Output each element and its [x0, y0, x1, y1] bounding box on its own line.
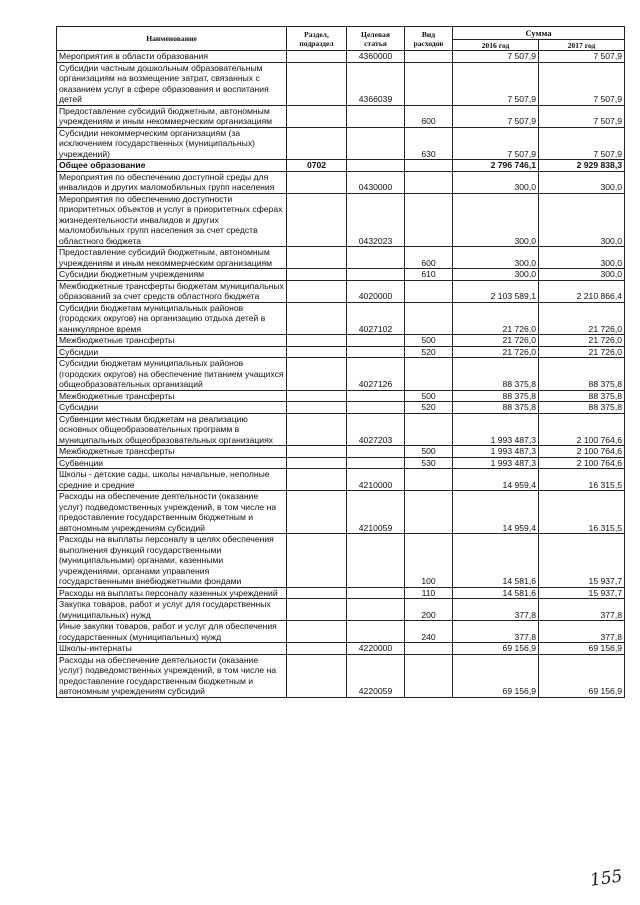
cell-target: 4020000 [347, 280, 405, 302]
cell-type: 520 [405, 346, 453, 358]
cell-target: 4027126 [347, 358, 405, 391]
cell-target: 0432023 [347, 193, 405, 247]
cell-section [287, 193, 347, 247]
cell-name: Субвенции [57, 457, 287, 469]
cell-2016: 2 796 746,1 [453, 160, 539, 172]
table-row [57, 62, 625, 105]
cell-section [287, 127, 347, 160]
cell-2016: 7 507,9 [453, 51, 539, 63]
cell-2017: 2 100 764,6 [539, 457, 625, 469]
cell-section [287, 302, 347, 335]
cell-2017: 88 375,8 [539, 402, 625, 414]
cell-2016: 1 993 487,3 [453, 446, 539, 458]
cell-name: Предоставление субсидий бюджетным, автономным учреждениям и иным некоммерческим организациям [57, 247, 287, 269]
cell-type [405, 643, 453, 655]
cell-2016: 88 375,8 [453, 358, 539, 391]
cell-name: Субсидии бюджетным учреждениям [57, 269, 287, 281]
cell-type [405, 62, 453, 105]
cell-type: 610 [405, 269, 453, 281]
cell-type [405, 280, 453, 302]
cell-2017: 15 937,7 [539, 587, 625, 599]
cell-target: 4220000 [347, 643, 405, 655]
cell-target [347, 534, 405, 588]
cell-2017: 7 507,9 [539, 105, 625, 127]
cell-target: 4027102 [347, 302, 405, 335]
cell-2017: 300,0 [539, 269, 625, 281]
table-row [57, 654, 625, 697]
cell-type [405, 302, 453, 335]
header-sum: Сумма [453, 27, 625, 40]
cell-name: Закупка товаров, работ и услуг для государственных (муниципальных) нужд [57, 599, 287, 621]
cell-target [347, 335, 405, 347]
header-type: Вид расходов [405, 27, 453, 51]
cell-name: Общее образование [57, 160, 287, 172]
cell-name: Школы - детские сады, школы начальные, неполные средние и средние [57, 469, 287, 491]
table-row [57, 358, 625, 391]
cell-2017: 16 315,5 [539, 491, 625, 534]
cell-2016: 21 726,0 [453, 346, 539, 358]
cell-2016: 2 103 589,1 [453, 280, 539, 302]
cell-name: Расходы на выплаты персоналу в целях обеспечения выполнения функций государственными (муниципальными) органами, казенными учреждениями, органами управления государственными внебюджетными фондами [57, 534, 287, 588]
cell-name: Субсидии бюджетам муниципальных районов (городских округов) на обеспечение питанием учащихся общеобразовательных организаций [57, 358, 287, 391]
cell-section [287, 491, 347, 534]
cell-type: 200 [405, 599, 453, 621]
cell-2016: 300,0 [453, 193, 539, 247]
header-year-2017: 2017 год [539, 40, 625, 51]
cell-section [287, 654, 347, 697]
cell-name: Межбюджетные трансферты [57, 446, 287, 458]
cell-section [287, 534, 347, 588]
cell-2016: 69 156,9 [453, 643, 539, 655]
cell-type: 500 [405, 335, 453, 347]
cell-2017: 2 100 764,6 [539, 413, 625, 446]
cell-2016: 88 375,8 [453, 390, 539, 402]
cell-section [287, 280, 347, 302]
cell-2016: 88 375,8 [453, 402, 539, 414]
header-section: Раздел, подраздел [287, 27, 347, 51]
cell-type: 500 [405, 390, 453, 402]
cell-type: 630 [405, 127, 453, 160]
table-row [57, 269, 625, 281]
cell-target [347, 587, 405, 599]
cell-type [405, 358, 453, 391]
cell-section [287, 358, 347, 391]
cell-target [347, 269, 405, 281]
cell-target [347, 446, 405, 458]
cell-2016: 7 507,9 [453, 127, 539, 160]
cell-section [287, 171, 347, 193]
cell-2016: 14 581,6 [453, 534, 539, 588]
cell-target [347, 457, 405, 469]
cell-2017: 2 100 764,6 [539, 446, 625, 458]
cell-target: 4366039 [347, 62, 405, 105]
cell-name: Школы-интернаты [57, 643, 287, 655]
cell-type [405, 51, 453, 63]
cell-2016: 14 959,4 [453, 469, 539, 491]
table-row [57, 534, 625, 588]
cell-2017: 2 929 838,3 [539, 160, 625, 172]
cell-section [287, 390, 347, 402]
cell-2017: 88 375,8 [539, 358, 625, 391]
cell-2017: 69 156,9 [539, 643, 625, 655]
cell-section [287, 599, 347, 621]
table-row [57, 105, 625, 127]
cell-section [287, 587, 347, 599]
cell-target [347, 402, 405, 414]
cell-name: Расходы на обеспечение деятельности (оказание услуг) подведомственных учреждений, в том числе на предоставление государственным бюджетным и автономным учреждениям субсидий [57, 491, 287, 534]
cell-type [405, 469, 453, 491]
cell-name: Иные закупки товаров, работ и услуг для обеспечения государственных (муниципальных) нужд [57, 621, 287, 643]
cell-2017: 21 726,0 [539, 335, 625, 347]
cell-2016: 300,0 [453, 171, 539, 193]
cell-type: 240 [405, 621, 453, 643]
cell-section: 0702 [287, 160, 347, 172]
table-row [57, 491, 625, 534]
cell-section [287, 621, 347, 643]
table-row [57, 127, 625, 160]
table-row [57, 446, 625, 458]
cell-name: Межбюджетные трансферты бюджетам муниципальных образований за счет средств областного бюджета [57, 280, 287, 302]
cell-target: 4210000 [347, 469, 405, 491]
cell-2017: 16 315,5 [539, 469, 625, 491]
cell-target: 4220059 [347, 654, 405, 697]
cell-2017: 300,0 [539, 193, 625, 247]
table-row [57, 402, 625, 414]
cell-target [347, 599, 405, 621]
table-row [57, 302, 625, 335]
cell-type: 500 [405, 446, 453, 458]
cell-name: Субвенции местным бюджетам на реализацию основных общеобразовательных программ в муниципальных общеобразовательных организациях [57, 413, 287, 446]
cell-section [287, 457, 347, 469]
cell-name: Субсидии [57, 402, 287, 414]
cell-2017: 69 156,9 [539, 654, 625, 697]
table-row [57, 390, 625, 402]
header-name: Наименование [57, 27, 287, 51]
budget-table [56, 26, 625, 698]
cell-2016: 7 507,9 [453, 62, 539, 105]
cell-target: 4360000 [347, 51, 405, 63]
cell-section [287, 105, 347, 127]
cell-name: Субсидии некоммерческим организациям (за исключением государственных (муниципальных) учреждений) [57, 127, 287, 160]
cell-2017: 88 375,8 [539, 390, 625, 402]
header-year-2016: 2016 год [453, 40, 539, 51]
cell-type [405, 491, 453, 534]
cell-type [405, 193, 453, 247]
cell-type: 600 [405, 247, 453, 269]
table-row [57, 193, 625, 247]
cell-2017: 7 507,9 [539, 127, 625, 160]
cell-2016: 69 156,9 [453, 654, 539, 697]
cell-2016: 21 726,0 [453, 335, 539, 347]
cell-target [347, 621, 405, 643]
cell-type: 530 [405, 457, 453, 469]
cell-name: Расходы на выплаты персоналу казенных учреждений [57, 587, 287, 599]
table-row [57, 160, 625, 172]
cell-name: Мероприятия по обеспечению доступной среды для инвалидов и других маломобильных групп населения [57, 171, 287, 193]
cell-type [405, 171, 453, 193]
cell-2017: 21 726,0 [539, 346, 625, 358]
table-row [57, 413, 625, 446]
cell-2017: 7 507,9 [539, 62, 625, 105]
table-row [57, 621, 625, 643]
cell-target [347, 105, 405, 127]
cell-2017: 377,8 [539, 599, 625, 621]
cell-section [287, 51, 347, 63]
cell-name: Межбюджетные трансферты [57, 335, 287, 347]
cell-type [405, 160, 453, 172]
cell-2016: 300,0 [453, 247, 539, 269]
cell-target [347, 160, 405, 172]
cell-section [287, 269, 347, 281]
cell-type: 600 [405, 105, 453, 127]
cell-target: 0430000 [347, 171, 405, 193]
cell-2016: 377,8 [453, 621, 539, 643]
cell-name: Субсидии [57, 346, 287, 358]
cell-section [287, 402, 347, 414]
cell-section [287, 469, 347, 491]
cell-2016: 377,8 [453, 599, 539, 621]
table-row [57, 457, 625, 469]
cell-target [347, 390, 405, 402]
cell-type: 100 [405, 534, 453, 588]
table-row [57, 643, 625, 655]
cell-target [347, 247, 405, 269]
cell-type [405, 654, 453, 697]
cell-target: 4027203 [347, 413, 405, 446]
cell-name: Межбюджетные трансферты [57, 390, 287, 402]
cell-type [405, 413, 453, 446]
cell-target: 4210059 [347, 491, 405, 534]
cell-type: 110 [405, 587, 453, 599]
cell-section [287, 346, 347, 358]
cell-2017: 377,8 [539, 621, 625, 643]
table-row [57, 346, 625, 358]
cell-name: Субсидии частным дошкольным образовательным организациям на возмещение затрат, связанных с оказанием услуг в сфере образования и воспитания детей [57, 62, 287, 105]
table-row [57, 469, 625, 491]
table-row [57, 587, 625, 599]
cell-section [287, 413, 347, 446]
cell-name: Мероприятия по обеспечению доступности приоритетных объектов и услуг в приоритетных сферах жизнедеятельности инвалидов и других маломобильных групп населения за счет средств областного бюджета [57, 193, 287, 247]
cell-section [287, 62, 347, 105]
cell-target [347, 127, 405, 160]
cell-name: Расходы на обеспечение деятельности (оказание услуг) подведомственных учреждений, в том числе на предоставление государственным бюджетным и автономным учреждениям субсидий [57, 654, 287, 697]
cell-2017: 21 726,0 [539, 302, 625, 335]
cell-2016: 1 993 487,3 [453, 413, 539, 446]
cell-section [287, 446, 347, 458]
cell-name: Предоставление субсидий бюджетным, автономным учреждениям и иным некоммерческим организациям [57, 105, 287, 127]
page-number: 155 [588, 866, 624, 891]
cell-section [287, 643, 347, 655]
cell-2016: 14 959,4 [453, 491, 539, 534]
table-row [57, 599, 625, 621]
cell-target [347, 346, 405, 358]
cell-section [287, 335, 347, 347]
table-row [57, 247, 625, 269]
cell-name: Мероприятия в области образования [57, 51, 287, 63]
table-row [57, 171, 625, 193]
cell-2016: 300,0 [453, 269, 539, 281]
cell-2016: 1 993 487,3 [453, 457, 539, 469]
table-row [57, 280, 625, 302]
cell-2017: 300,0 [539, 247, 625, 269]
cell-name: Субсидии бюджетам муниципальных районов (городских округов) на организацию отдыха детей в каникулярное время [57, 302, 287, 335]
cell-2016: 14 581,6 [453, 587, 539, 599]
cell-2016: 7 507,9 [453, 105, 539, 127]
cell-type: 520 [405, 402, 453, 414]
cell-2017: 2 210 866,4 [539, 280, 625, 302]
header-target: Целевая статья [347, 27, 405, 51]
cell-2017: 15 937,7 [539, 534, 625, 588]
cell-2016: 21 726,0 [453, 302, 539, 335]
table-row [57, 335, 625, 347]
table-row [57, 51, 625, 63]
cell-section [287, 247, 347, 269]
cell-2017: 300,0 [539, 171, 625, 193]
cell-2017: 7 507,9 [539, 51, 625, 63]
